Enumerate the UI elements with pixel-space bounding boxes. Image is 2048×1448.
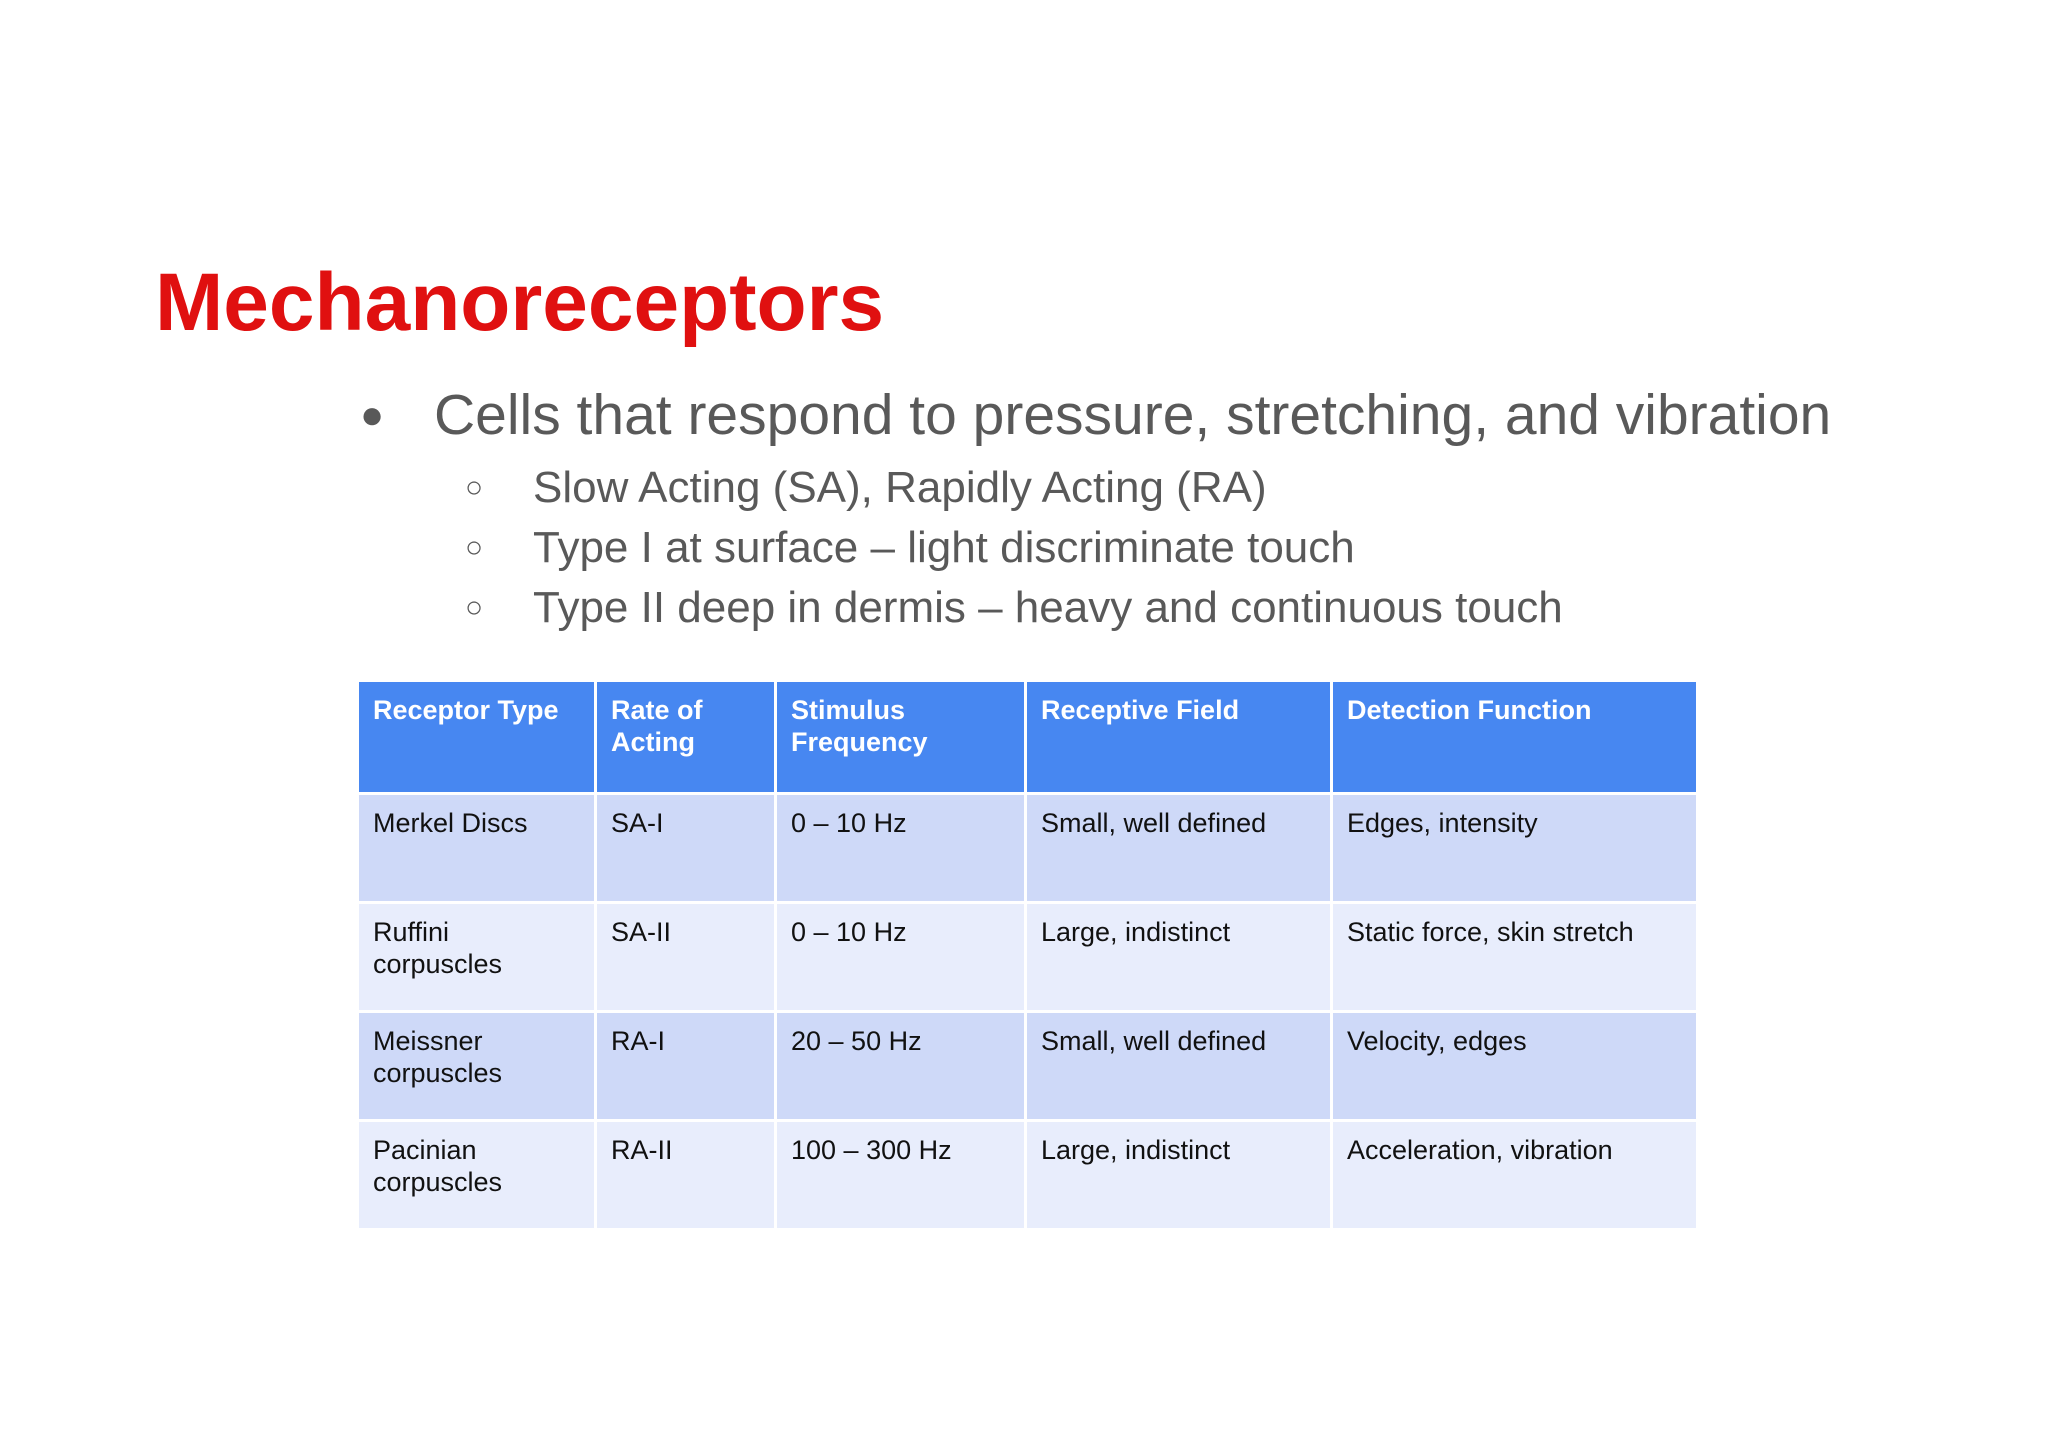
cell-stimulus-frequency: 0 – 10 Hz bbox=[776, 794, 1026, 903]
bullet-circle-icon: ○ bbox=[465, 471, 484, 504]
bullet-circle-icon: ○ bbox=[465, 591, 484, 624]
cell-receptive-field: Large, indistinct bbox=[1026, 1121, 1332, 1230]
header-receptor-type: Receptor Type bbox=[358, 681, 596, 794]
cell-rate-of-acting: RA-I bbox=[596, 1012, 776, 1121]
cell-receptor-type: Merkel Discs bbox=[358, 794, 596, 903]
cell-rate-of-acting: SA-II bbox=[596, 903, 776, 1012]
bullet-dot-icon: ● bbox=[360, 393, 385, 437]
cell-detection-function: Velocity, edges bbox=[1332, 1012, 1698, 1121]
cell-stimulus-frequency: 0 – 10 Hz bbox=[776, 903, 1026, 1012]
header-detection-function: Detection Function bbox=[1332, 681, 1698, 794]
header-stimulus-frequency: Stimulus Frequency bbox=[776, 681, 1026, 794]
table-row bbox=[358, 1012, 1698, 1121]
cell-receptor-type: Pacinian corpuscles bbox=[358, 1121, 596, 1230]
sub-bullet-text: Slow Acting (SA), Rapidly Acting (RA) bbox=[533, 463, 1267, 512]
cell-rate-of-acting: RA-II bbox=[596, 1121, 776, 1230]
table-row bbox=[358, 794, 1698, 903]
slide-title: Mechanoreceptors bbox=[155, 257, 885, 348]
header-rate-of-acting: Rate of Acting bbox=[596, 681, 776, 794]
table-row bbox=[358, 903, 1698, 1012]
cell-receptive-field: Small, well defined bbox=[1026, 1012, 1332, 1121]
cell-detection-function: Acceleration, vibration bbox=[1332, 1121, 1698, 1230]
table-header-row bbox=[358, 681, 1698, 794]
cell-receptor-type: Meissner corpuscles bbox=[358, 1012, 596, 1121]
cell-stimulus-frequency: 20 – 50 Hz bbox=[776, 1012, 1026, 1121]
sub-bullet-text: Type I at surface – light discriminate touch bbox=[533, 523, 1355, 572]
bullet-text: Cells that respond to pressure, stretching, and vibration bbox=[434, 383, 1832, 447]
mechanoreceptor-table bbox=[356, 679, 1699, 1231]
header-receptive-field: Receptive Field bbox=[1026, 681, 1332, 794]
bullet-circle-icon: ○ bbox=[465, 531, 484, 564]
cell-detection-function: Static force, skin stretch bbox=[1332, 903, 1698, 1012]
sub-bullet-text: Type II deep in dermis – heavy and continuous touch bbox=[533, 583, 1563, 632]
cell-detection-function: Edges, intensity bbox=[1332, 794, 1698, 903]
cell-receptive-field: Small, well defined bbox=[1026, 794, 1332, 903]
cell-stimulus-frequency: 100 – 300 Hz bbox=[776, 1121, 1026, 1230]
cell-receptor-type: Ruffini corpuscles bbox=[358, 903, 596, 1012]
table-row bbox=[358, 1121, 1698, 1230]
cell-rate-of-acting: SA-I bbox=[596, 794, 776, 903]
cell-receptive-field: Large, indistinct bbox=[1026, 903, 1332, 1012]
